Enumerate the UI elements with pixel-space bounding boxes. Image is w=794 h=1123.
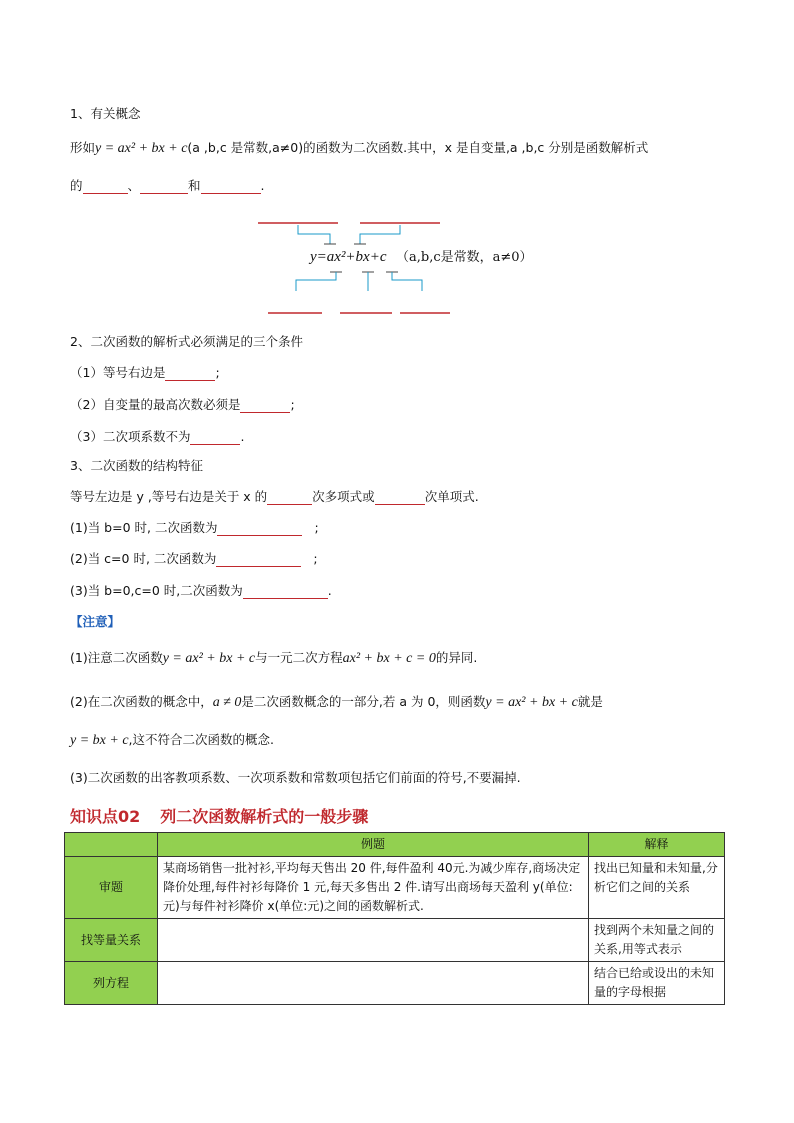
row-explain: 找到两个未知量之间的关系,用等式表示 [589,919,725,962]
header-example: 例题 [158,833,589,857]
case-2 [70,549,318,567]
note-2-formula-3: y = bx + c [70,733,129,748]
note-2 [70,692,603,711]
note-1-post: 的异同. [435,650,478,665]
blank-cond-1 [165,368,215,382]
concept-line1-post: (a ,b,c 是常数,a≠0)的函数为二次函数.其中，x 是自变量,a ,b,c 分别是函数解析式 [187,140,649,155]
note-2-formula-1: a ≠ 0 [212,695,242,710]
row-label: 审题 [65,857,158,919]
note-2-mid: 是二次函数概念的一部分,若 a 为 0，则函数 [241,694,486,709]
note-1 [70,648,477,667]
structure-line-a: 等号左边是 y ,等号右边是关于 x 的 [70,489,268,504]
end: . [240,429,245,444]
row-example: 某商场销售一批衬衫,平均每天售出 20 件,每件盈利 40元.为减少库存,商场决定降价处理,每件衬衫每降价 1 元,每天多售出 2 件.请写出商场每天盈利 y(单位:元)与每件衬衫降价 x(单位:元)之间的函数解析式. [158,857,589,919]
row-explain: 结合已给或设出的未知量的字母根据 [589,962,725,1005]
concept-line1 [70,138,648,157]
blank-degree-2 [375,492,425,506]
row-label: 找等量关系 [65,919,158,962]
table-row [65,857,725,919]
semi: ; [215,365,220,380]
note-2-pre: (2)在二次函数的概念中， [70,694,213,709]
section-code: 知识点02 [70,807,141,826]
sep2: 和 [188,178,201,193]
section-title: 列二次函数解析式的一般步骤 [160,807,369,826]
semi: ; [313,551,318,566]
blank-c [201,181,261,195]
blank-case-2 [216,554,301,568]
concept-formula: y = ax² + bx + c [95,141,188,156]
note-1-formula-2: ax² + bx + c = 0 [342,651,436,666]
connector-c [296,272,336,291]
row-example [158,962,589,1005]
table-row [65,962,725,1005]
row-explain: 找出已知量和未知量,分析它们之间的关系 [589,857,725,919]
case-2-text: (2)当 c=0 时, 二次函数为 [70,551,217,566]
semi: ; [290,397,295,412]
note-2-end: ,这不符合二次函数的概念. [128,732,274,747]
structure-line-c: 次单项式. [424,489,479,504]
note-1-pre: (1)注意二次函数 [70,650,163,665]
condition-3-text: （3）二次项系数不为 [70,429,191,444]
connector-a [298,225,330,244]
concept-line2-pre: 的 [70,178,83,193]
blank-cond-2 [240,400,290,414]
blank-case-1 [217,523,302,537]
row-example [158,919,589,962]
concept-heading: 1、有关概念 [70,106,141,121]
case-3 [70,581,332,599]
line2-end: . [260,178,265,193]
condition-1-text: （1）等号右边是 [70,365,166,380]
note-title: 【注意】 [70,614,121,629]
diagram-condition: （a,b,c是常数，a≠0） [396,250,533,265]
formula-diagram [250,214,550,320]
table-header-row [65,833,725,857]
connector-e [392,272,422,291]
note-2-formula-2: y = ax² + bx + c [485,695,578,710]
semi: ; [314,520,319,535]
header-empty [65,833,158,857]
diagram-formula: y=ax²+bx+c [310,249,387,265]
case-3-text: (3)当 b=0,c=0 时,二次函数为 [70,583,243,598]
row-label: 列方程 [65,962,158,1005]
blank-case-3 [243,586,328,600]
note-2-post: 就是 [577,694,603,709]
blank-degree-1 [267,492,312,506]
condition-3 [70,427,244,445]
steps-table [64,832,725,1005]
concept-line1-pre: 形如 [70,140,96,155]
note-2-cont [70,730,274,749]
condition-1 [70,363,220,381]
conditions-heading: 2、二次函数的解析式必须满足的三个条件 [70,334,303,349]
blank-a [83,181,128,195]
concept-line2 [70,176,265,194]
connector-b [360,225,400,244]
note-3: (3)二次函数的出客教项系数、一次项系数和常数项包括它们前面的符号,不要漏掉. [70,770,521,785]
case-1-text: (1)当 b=0 时, 二次函数为 [70,520,218,535]
case-1 [70,518,319,536]
condition-2-text: （2）自变量的最高次数必须是 [70,397,241,412]
end: . [327,583,332,598]
condition-2 [70,395,295,413]
sep1: 、 [127,178,141,193]
structure-heading: 3、二次函数的结构特征 [70,458,203,473]
blank-cond-3 [190,432,240,446]
structure-line-b: 次多项式或 [312,489,375,504]
note-1-formula-1: y = ax² + bx + c [162,651,256,666]
header-explain: 解释 [589,833,725,857]
section-heading [70,804,368,827]
note-1-mid: 与一元二次方程 [255,650,343,665]
structure-line [70,487,479,505]
table-row [65,919,725,962]
blank-b [140,181,188,195]
